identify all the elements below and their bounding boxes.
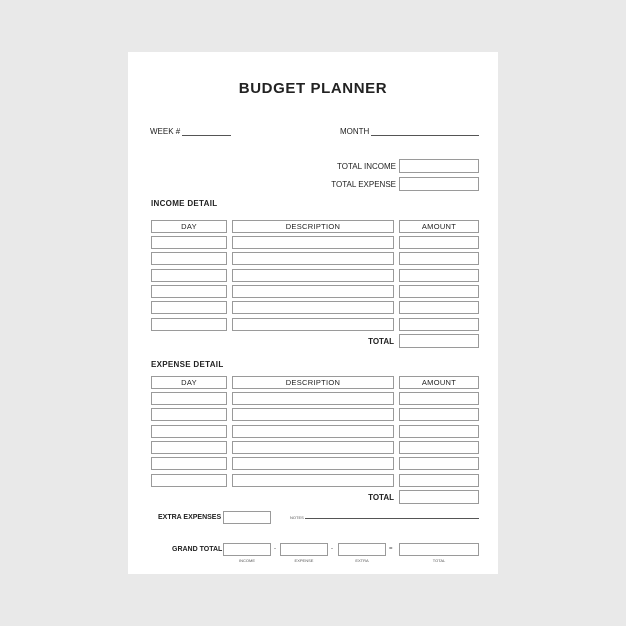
expense-description-cell[interactable] bbox=[232, 441, 394, 454]
income-col-amount: AMOUNT bbox=[399, 220, 479, 233]
minus-sign: - bbox=[274, 546, 276, 552]
expense-amount-cell[interactable] bbox=[399, 408, 479, 421]
caption-income: INCOME bbox=[239, 558, 255, 563]
expense-total-label: TOTAL bbox=[368, 493, 394, 502]
income-col-description: DESCRIPTION bbox=[232, 220, 394, 233]
total-income-label: TOTAL INCOME bbox=[337, 162, 396, 171]
month-field[interactable] bbox=[371, 135, 479, 136]
total-expense-field[interactable] bbox=[399, 177, 479, 191]
caption-total: TOTAL bbox=[432, 558, 446, 563]
grand-total-field[interactable] bbox=[399, 543, 479, 556]
expense-day-cell[interactable] bbox=[151, 408, 227, 421]
expense-day-cell[interactable] bbox=[151, 457, 227, 470]
total-income-field[interactable] bbox=[399, 159, 479, 173]
income-description-cell[interactable] bbox=[232, 236, 394, 249]
expense-day-cell[interactable] bbox=[151, 441, 227, 454]
income-day-cell[interactable] bbox=[151, 318, 227, 331]
month-label: MONTH bbox=[340, 127, 370, 136]
extra-expenses-field[interactable] bbox=[223, 511, 271, 524]
income-day-cell[interactable] bbox=[151, 269, 227, 282]
income-day-cell[interactable] bbox=[151, 285, 227, 298]
expense-description-cell[interactable] bbox=[232, 474, 394, 487]
expense-total-field[interactable] bbox=[399, 490, 479, 504]
income-amount-cell[interactable] bbox=[399, 285, 479, 298]
equals-sign: = bbox=[389, 546, 393, 552]
minus-sign-2: - bbox=[331, 546, 333, 552]
extra-expenses-label: EXTRA EXPENSES bbox=[158, 514, 222, 521]
week-field[interactable] bbox=[182, 135, 231, 136]
income-amount-cell[interactable] bbox=[399, 269, 479, 282]
caption-expense: EXPENSE bbox=[294, 558, 314, 563]
expense-amount-cell[interactable] bbox=[399, 441, 479, 454]
expense-col-amount: AMOUNT bbox=[399, 376, 479, 389]
expense-col-day: DAY bbox=[151, 376, 227, 389]
income-amount-cell[interactable] bbox=[399, 318, 479, 331]
expense-amount-cell[interactable] bbox=[399, 392, 479, 405]
income-description-cell[interactable] bbox=[232, 252, 394, 265]
notes-field[interactable] bbox=[305, 518, 479, 519]
expense-day-cell[interactable] bbox=[151, 392, 227, 405]
expense-col-description: DESCRIPTION bbox=[232, 376, 394, 389]
income-day-cell[interactable] bbox=[151, 301, 227, 314]
expense-description-cell[interactable] bbox=[232, 457, 394, 470]
notes-label: NOTES bbox=[290, 515, 304, 520]
income-col-day: DAY bbox=[151, 220, 227, 233]
income-day-cell[interactable] bbox=[151, 236, 227, 249]
expense-day-cell[interactable] bbox=[151, 425, 227, 438]
income-total-field[interactable] bbox=[399, 334, 479, 348]
income-amount-cell[interactable] bbox=[399, 236, 479, 249]
grand-total-label: GRAND TOTAL bbox=[172, 546, 223, 553]
grand-extra-field[interactable] bbox=[338, 543, 386, 556]
income-amount-cell[interactable] bbox=[399, 252, 479, 265]
expense-description-cell[interactable] bbox=[232, 425, 394, 438]
budget-planner-page bbox=[128, 52, 498, 574]
income-amount-cell[interactable] bbox=[399, 301, 479, 314]
expense-amount-cell[interactable] bbox=[399, 457, 479, 470]
expense-day-cell[interactable] bbox=[151, 474, 227, 487]
expense-amount-cell[interactable] bbox=[399, 425, 479, 438]
grand-income-field[interactable] bbox=[223, 543, 271, 556]
income-description-cell[interactable] bbox=[232, 301, 394, 314]
expense-amount-cell[interactable] bbox=[399, 474, 479, 487]
expense-description-cell[interactable] bbox=[232, 408, 394, 421]
income-description-cell[interactable] bbox=[232, 269, 394, 282]
income-description-cell[interactable] bbox=[232, 318, 394, 331]
expense-detail-heading: EXPENSE DETAIL bbox=[151, 360, 224, 369]
income-description-cell[interactable] bbox=[232, 285, 394, 298]
page-title: BUDGET PLANNER bbox=[238, 80, 388, 97]
week-label: WEEK # bbox=[150, 127, 181, 136]
caption-extra: EXTRA bbox=[355, 558, 369, 563]
income-day-cell[interactable] bbox=[151, 252, 227, 265]
grand-expense-field[interactable] bbox=[280, 543, 328, 556]
expense-description-cell[interactable] bbox=[232, 392, 394, 405]
income-total-label: TOTAL bbox=[368, 337, 394, 346]
total-expense-label: TOTAL EXPENSE bbox=[331, 180, 396, 189]
income-detail-heading: INCOME DETAIL bbox=[151, 199, 218, 208]
